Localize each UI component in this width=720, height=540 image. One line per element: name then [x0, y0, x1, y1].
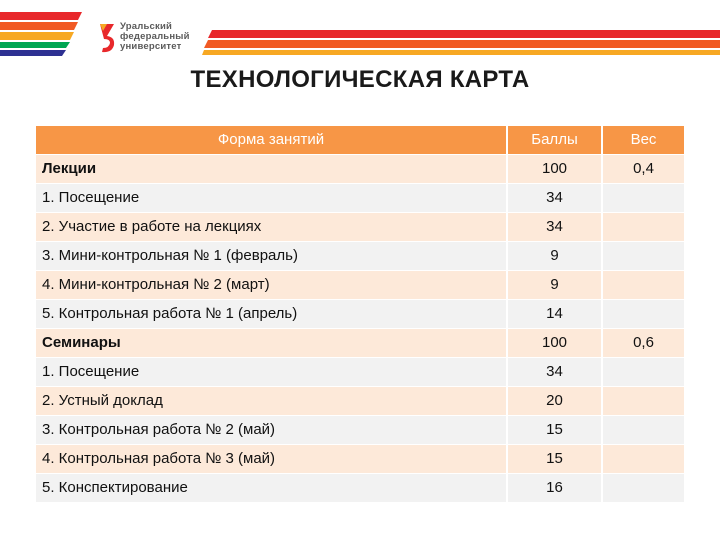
stripe-orange-right [204, 40, 720, 48]
row-weight [602, 241, 684, 270]
stripe-yellow-left [0, 32, 74, 40]
table-section-row [36, 328, 684, 357]
column-header-form: Форма занятий [36, 126, 507, 154]
row-points: 15 [507, 415, 602, 444]
row-points: 14 [507, 299, 602, 328]
table-header-row [36, 126, 684, 154]
technology-card-table [36, 126, 684, 502]
row-label: Лекции [36, 154, 507, 183]
row-label: 3. Контрольная работа № 2 (май) [36, 415, 507, 444]
row-points: 34 [507, 212, 602, 241]
row-weight [602, 357, 684, 386]
row-points: 100 [507, 328, 602, 357]
row-points: 34 [507, 183, 602, 212]
table-section-row [36, 154, 684, 183]
table-row [36, 357, 684, 386]
logo-text [120, 22, 190, 52]
row-weight [602, 415, 684, 444]
row-label: Семинары [36, 328, 507, 357]
row-weight [602, 386, 684, 415]
column-header-weight: Вес [602, 126, 684, 154]
row-weight [602, 183, 684, 212]
row-label: 5. Конспектирование [36, 473, 507, 502]
logo-line-3: университет [120, 41, 182, 52]
row-weight [602, 299, 684, 328]
column-header-points: Баллы [507, 126, 602, 154]
table-row [36, 444, 684, 473]
table-row [36, 212, 684, 241]
row-weight [602, 212, 684, 241]
row-points: 34 [507, 357, 602, 386]
table-row [36, 183, 684, 212]
stripe-yellow-right [202, 50, 720, 55]
table-row [36, 473, 684, 502]
row-points: 9 [507, 241, 602, 270]
stripe-red-right [208, 30, 720, 38]
university-logo [98, 22, 190, 54]
stripe-red-left [0, 12, 82, 20]
row-points: 20 [507, 386, 602, 415]
table-row [36, 386, 684, 415]
row-label: 1. Посещение [36, 357, 507, 386]
row-label: 4. Мини-контрольная № 2 (март) [36, 270, 507, 299]
page-title: ТЕХНОЛОГИЧЕСКАЯ КАРТА [190, 66, 530, 93]
row-weight: 0,4 [602, 154, 684, 183]
row-label: 2. Участие в работе на лекциях [36, 212, 507, 241]
row-label: 3. Мини-контрольная № 1 (февраль) [36, 241, 507, 270]
stripe-green-left [0, 42, 70, 48]
row-weight [602, 444, 684, 473]
table-row [36, 299, 684, 328]
row-points: 15 [507, 444, 602, 473]
logo-line-1: Уральский [120, 21, 173, 32]
stripe-orange-left [0, 22, 78, 30]
table-row [36, 270, 684, 299]
urfu-logo-icon [98, 22, 116, 54]
row-label: 4. Контрольная работа № 3 (май) [36, 444, 507, 473]
row-points: 100 [507, 154, 602, 183]
table-row [36, 241, 684, 270]
table-row [36, 415, 684, 444]
row-label: 1. Посещение [36, 183, 507, 212]
row-points: 9 [507, 270, 602, 299]
table-body [36, 154, 684, 502]
stripe-blue-left [0, 50, 66, 56]
row-weight [602, 270, 684, 299]
row-weight: 0,6 [602, 328, 684, 357]
row-label: 2. Устный доклад [36, 386, 507, 415]
logo-line-2: федеральный [120, 31, 190, 42]
row-weight [602, 473, 684, 502]
row-points: 16 [507, 473, 602, 502]
row-label: 5. Контрольная работа № 1 (апрель) [36, 299, 507, 328]
